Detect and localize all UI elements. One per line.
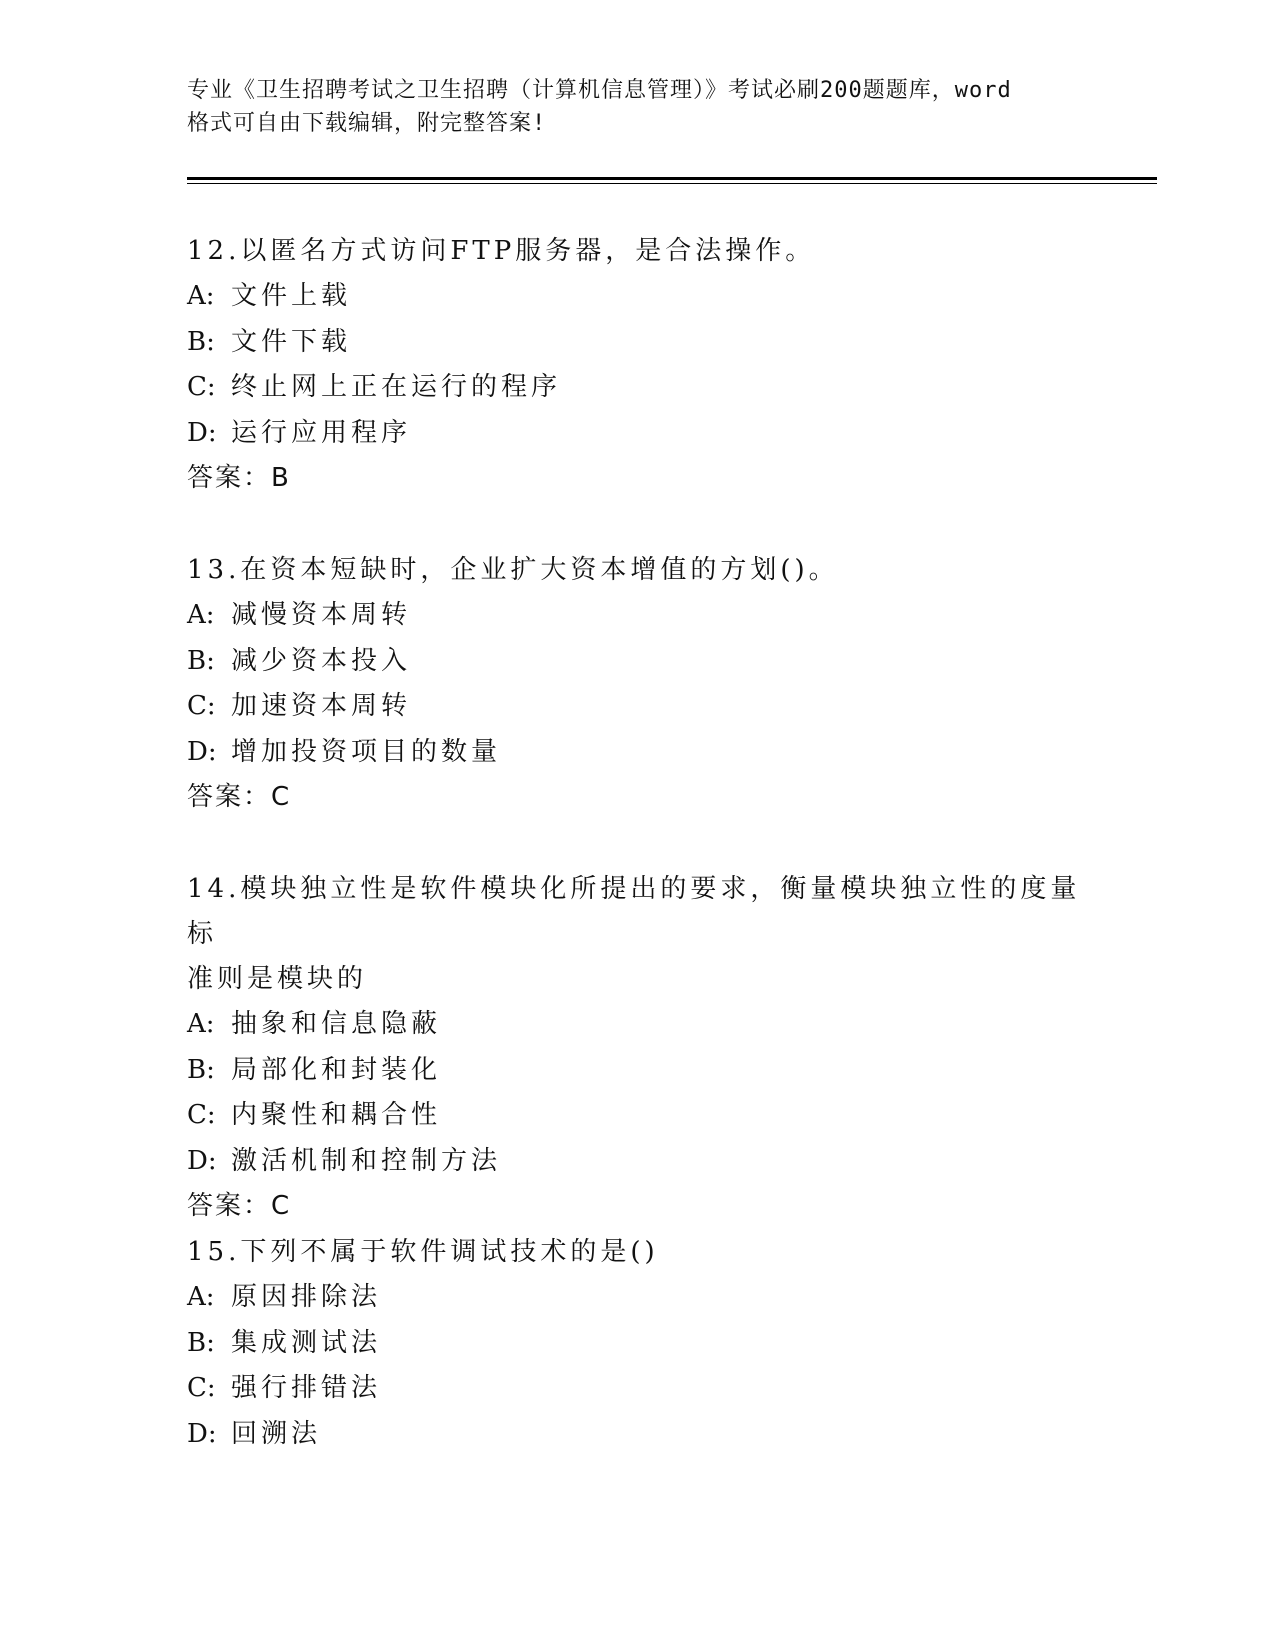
option-b: [187, 320, 1087, 366]
option-letter: B:: [187, 1054, 215, 1085]
question-stem: 12.以匿名方式访问FTP服务器，是合法操作。: [187, 236, 816, 266]
option-a: [187, 1275, 1087, 1321]
option-d: [187, 1139, 1087, 1185]
option-text: 强行排错法: [231, 1373, 382, 1403]
option-letter: D:: [187, 1145, 217, 1176]
option-c: [187, 365, 1087, 411]
option-letter: C:: [187, 372, 216, 402]
question-14: [187, 867, 1087, 1230]
option-text: 内聚性和耦合性: [231, 1100, 442, 1130]
option-letter: C:: [187, 1100, 216, 1130]
option-a: [187, 1002, 1087, 1048]
option-letter: A:: [187, 281, 215, 311]
option-b: [187, 639, 1087, 685]
option-text: 集成测试法: [231, 1327, 382, 1358]
header-line-1: 专业《卫生招聘考试之卫生招聘（计算机信息管理）》考试必刷200题题库，word: [187, 78, 1012, 103]
answer-text: 答案：C: [187, 782, 292, 812]
option-letter: B:: [187, 326, 215, 357]
option-text: 终止网上正在运行的程序: [231, 372, 562, 402]
question-15: [187, 1230, 1087, 1457]
option-text: 文件上载: [231, 281, 352, 311]
header-divider-thin: [187, 183, 1157, 184]
option-letter: C:: [187, 691, 216, 721]
document-header: [187, 74, 1087, 140]
question-stem: 13.在资本短缺时，企业扩大资本增值的方划()。: [187, 555, 839, 585]
question-stem: 15.下列不属于软件调试技术的是(): [187, 1237, 659, 1267]
option-d: [187, 730, 1087, 776]
option-text: 抽象和信息隐蔽: [231, 1009, 442, 1039]
option-d: [187, 1412, 1087, 1458]
question-stem-continued: 准则是模块的: [187, 964, 368, 994]
option-letter: B:: [187, 1327, 215, 1358]
question-stem: 14.模块独立性是软件模块化所提出的要求，衡量模块独立性的度量标: [187, 874, 1081, 949]
option-letter: D:: [187, 417, 217, 448]
option-text: 减慢资本周转: [231, 600, 412, 630]
option-letter: C:: [187, 1373, 216, 1403]
option-a: [187, 593, 1087, 639]
option-b: [187, 1048, 1087, 1094]
option-text: 回溯法: [231, 1418, 322, 1449]
option-text: 减少资本投入: [231, 645, 412, 676]
answer-text: 答案：B: [187, 463, 291, 493]
option-c: [187, 1093, 1087, 1139]
option-text: 局部化和封装化: [231, 1054, 442, 1085]
option-text: 原因排除法: [231, 1282, 382, 1312]
header-divider-thick: [187, 177, 1157, 180]
option-letter: A:: [187, 600, 215, 630]
option-b: [187, 1321, 1087, 1367]
option-letter: A:: [187, 1009, 215, 1039]
option-c: [187, 684, 1087, 730]
answer-text: 答案：C: [187, 1191, 292, 1221]
header-line-2: 格式可自由下载编辑，附完整答案!: [187, 111, 547, 136]
option-text: 激活机制和控制方法: [231, 1145, 502, 1176]
option-text: 加速资本周转: [231, 691, 412, 721]
option-letter: A:: [187, 1282, 215, 1312]
question-13: [187, 548, 1087, 821]
option-letter: B:: [187, 645, 215, 676]
option-letter: D:: [187, 1418, 217, 1449]
option-c: [187, 1366, 1087, 1412]
option-d: [187, 411, 1087, 457]
option-a: [187, 274, 1087, 320]
option-text: 运行应用程序: [231, 417, 412, 448]
option-text: 增加投资项目的数量: [231, 736, 502, 767]
question-12: [187, 229, 1087, 502]
option-letter: D:: [187, 736, 217, 767]
document-page: [187, 0, 1157, 1650]
option-text: 文件下载: [231, 326, 352, 357]
